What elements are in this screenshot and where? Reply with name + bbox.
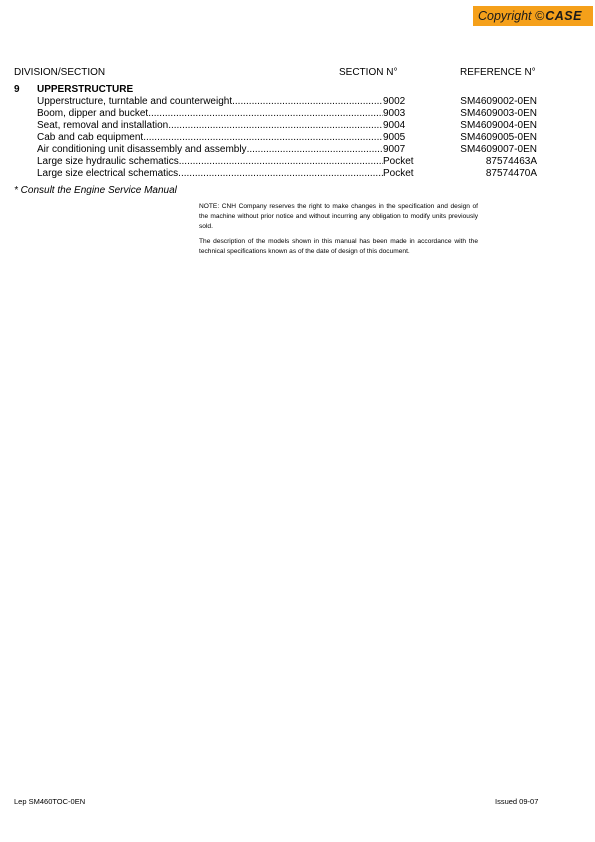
toc-entry[interactable] — [37, 96, 537, 108]
footnote: * Consult the Engine Service Manual — [14, 185, 177, 196]
entry-title: Large size hydraulic schematics — [37, 156, 179, 167]
case-logo-text: CASE — [545, 9, 582, 23]
division-section-header: DIVISION/SECTION — [14, 67, 106, 78]
entry-section: Pocket — [383, 168, 414, 179]
copyright-text: Copyright © — [478, 9, 545, 23]
entry-title: Upperstructure, turntable and counterweight — [37, 96, 233, 107]
entry-reference: SM4609004-0EN — [460, 120, 537, 131]
toc-entries — [37, 96, 537, 180]
entry-section: 9002 — [383, 96, 406, 107]
entry-reference: SM4609007-0EN — [460, 144, 537, 155]
entry-title: Air conditioning unit disassembly and assembly — [37, 144, 247, 155]
toc-entry[interactable] — [37, 156, 537, 168]
entry-section: 9007 — [383, 144, 406, 155]
division-title: UPPERSTRUCTURE — [37, 84, 134, 95]
entry-reference: SM4609005-0EN — [460, 132, 537, 143]
entry-reference: 87574463A — [485, 156, 537, 167]
entry-section: 9005 — [383, 132, 406, 143]
toc-entry[interactable] — [37, 168, 537, 180]
entry-reference: SM4609003-0EN — [460, 108, 537, 119]
entry-reference: 87574470A — [485, 168, 537, 179]
toc-entry[interactable] — [37, 132, 537, 144]
entry-section: 9003 — [383, 108, 406, 119]
entry-reference: SM4609002-0EN — [460, 96, 537, 107]
document-code: Lep SM460TOC-0EN — [14, 797, 86, 806]
copyright-banner — [473, 6, 593, 26]
entry-section: Pocket — [383, 156, 414, 167]
entry-title: Large size electrical schematics — [37, 168, 179, 179]
toc-entry[interactable] — [37, 108, 537, 120]
entry-title: Boom, dipper and bucket — [37, 108, 149, 119]
description-note: The description of the models shown in this manual has been made in accordance with the technical specifications known as of the date of design of this document. — [199, 238, 478, 255]
section-number-header: SECTION N° — [339, 67, 398, 78]
entry-section: 9004 — [383, 120, 406, 131]
issue-date: Issued 09-07 — [495, 797, 539, 806]
division-number: 9 — [14, 84, 20, 95]
entry-title: Cab and cab equipment — [37, 132, 144, 143]
toc-entry[interactable] — [37, 120, 537, 132]
reference-number-header: REFERENCE N° — [460, 67, 536, 78]
toc-entry[interactable] — [37, 144, 537, 156]
disclaimer-note: NOTE: CNH Company reserves the right to make changes in the specification and design of the machine without prior notice and without incurring any obligation to modify units previously sold. — [199, 203, 478, 230]
entry-title: Seat, removal and installation — [37, 120, 169, 131]
